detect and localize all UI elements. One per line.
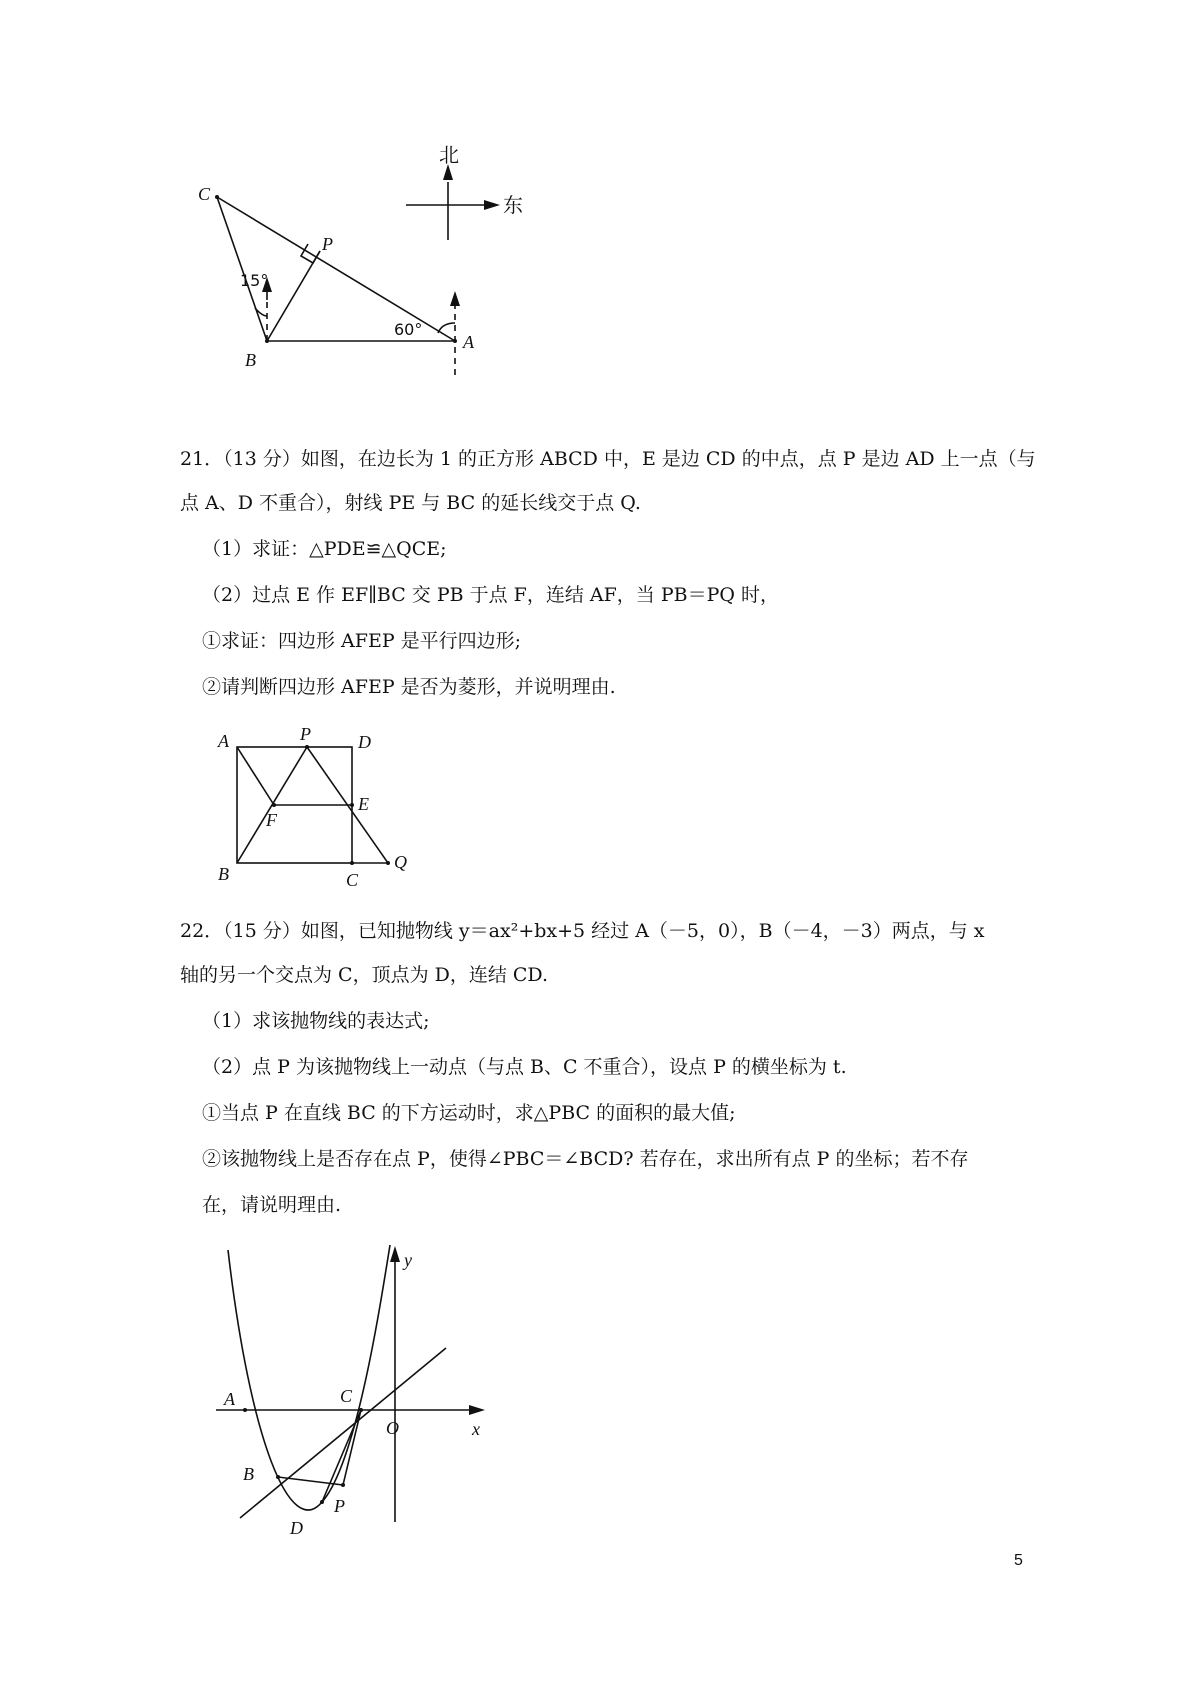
square-f-label: F xyxy=(266,810,277,830)
square-b-label: B xyxy=(218,864,229,884)
q22-sub2a: ②该抛物线上是否存在点 P，使得∠PBC＝∠BCD? 若存在，求出所有点 P 的坐标；若不存 xyxy=(202,1148,969,1170)
angle-60-label: 60° xyxy=(394,320,423,339)
point-a-label: A xyxy=(463,332,474,352)
north-arrow-a-icon xyxy=(450,291,460,306)
axis-y-label: y xyxy=(404,1250,412,1270)
compass xyxy=(406,182,492,240)
y-axis-arrow-icon xyxy=(390,1246,400,1262)
q22-part2: （2）点 P 为该抛物线上一动点（与点 B、C 不重合），设点 P 的横坐标为 t. xyxy=(202,1056,847,1078)
parabola-b-label: B xyxy=(243,1464,254,1484)
x-axis-arrow-icon xyxy=(469,1405,485,1415)
ship-bearing-figure xyxy=(180,140,580,410)
q22-line2: 轴的另一个交点为 C，顶点为 D，连结 CD. xyxy=(180,964,549,986)
compass-north-label: 北 xyxy=(439,143,459,167)
square-p-label: P xyxy=(300,724,311,744)
compass-east-label: 东 xyxy=(503,193,523,217)
parabola-c-label: C xyxy=(340,1386,353,1406)
q21-sub1: ①求证：四边形 AFEP 是平行四边形; xyxy=(202,630,522,652)
q21-part2: （2）过点 E 作 EF∥BC 交 PB 于点 F，连结 AF，当 PB＝PQ 时， xyxy=(202,584,779,606)
page-number: 5 xyxy=(1014,1552,1023,1569)
q21-sub2: ②请判断四边形 AFEP 是否为菱形，并说明理由. xyxy=(202,676,616,698)
q22-line1: 22．（15 分）如图，已知抛物线 y＝ax²+bx+5 经过 A（－5，0），B（－4，－3）两点，与 x xyxy=(180,920,985,942)
point-p-label: P xyxy=(322,234,333,254)
parabola-p-label: P xyxy=(334,1496,345,1516)
origin-label: O xyxy=(386,1418,399,1438)
q21-line1: 21．（13 分）如图，在边长为 1 的正方形 ABCD 中，E 是边 CD 的中点，点 P 是边 AD 上一点（与 xyxy=(180,448,1036,470)
square-c-label: C xyxy=(346,870,359,890)
axis-x-label: x xyxy=(472,1419,480,1439)
q22-sub1: ①当点 P 在直线 BC 的下方运动时，求△PBC 的面积的最大值; xyxy=(202,1102,736,1124)
q22-sub2b: 在，请说明理由. xyxy=(202,1194,342,1216)
east-arrow-icon xyxy=(484,200,500,210)
parabola-figure xyxy=(210,1240,520,1550)
square-q-label: Q xyxy=(394,852,407,872)
square-d-label: D xyxy=(358,732,371,752)
point-b-label: B xyxy=(245,350,256,370)
square-e-label: E xyxy=(358,794,369,814)
angle-15-label: 15° xyxy=(240,271,269,290)
square-a-label: A xyxy=(218,731,229,751)
q21-line2: 点 A、D 不重合），射线 PE 与 BC 的延长线交于点 Q. xyxy=(180,492,641,514)
q22-part1: （1）求该抛物线的表达式; xyxy=(202,1010,430,1032)
point-c-label: C xyxy=(198,184,211,204)
square-figure xyxy=(200,720,440,890)
parabola-a-label: A xyxy=(224,1389,235,1409)
q21-part1: （1）求证：△PDE≌△QCE; xyxy=(202,538,447,560)
parabola-d-label: D xyxy=(290,1518,303,1538)
